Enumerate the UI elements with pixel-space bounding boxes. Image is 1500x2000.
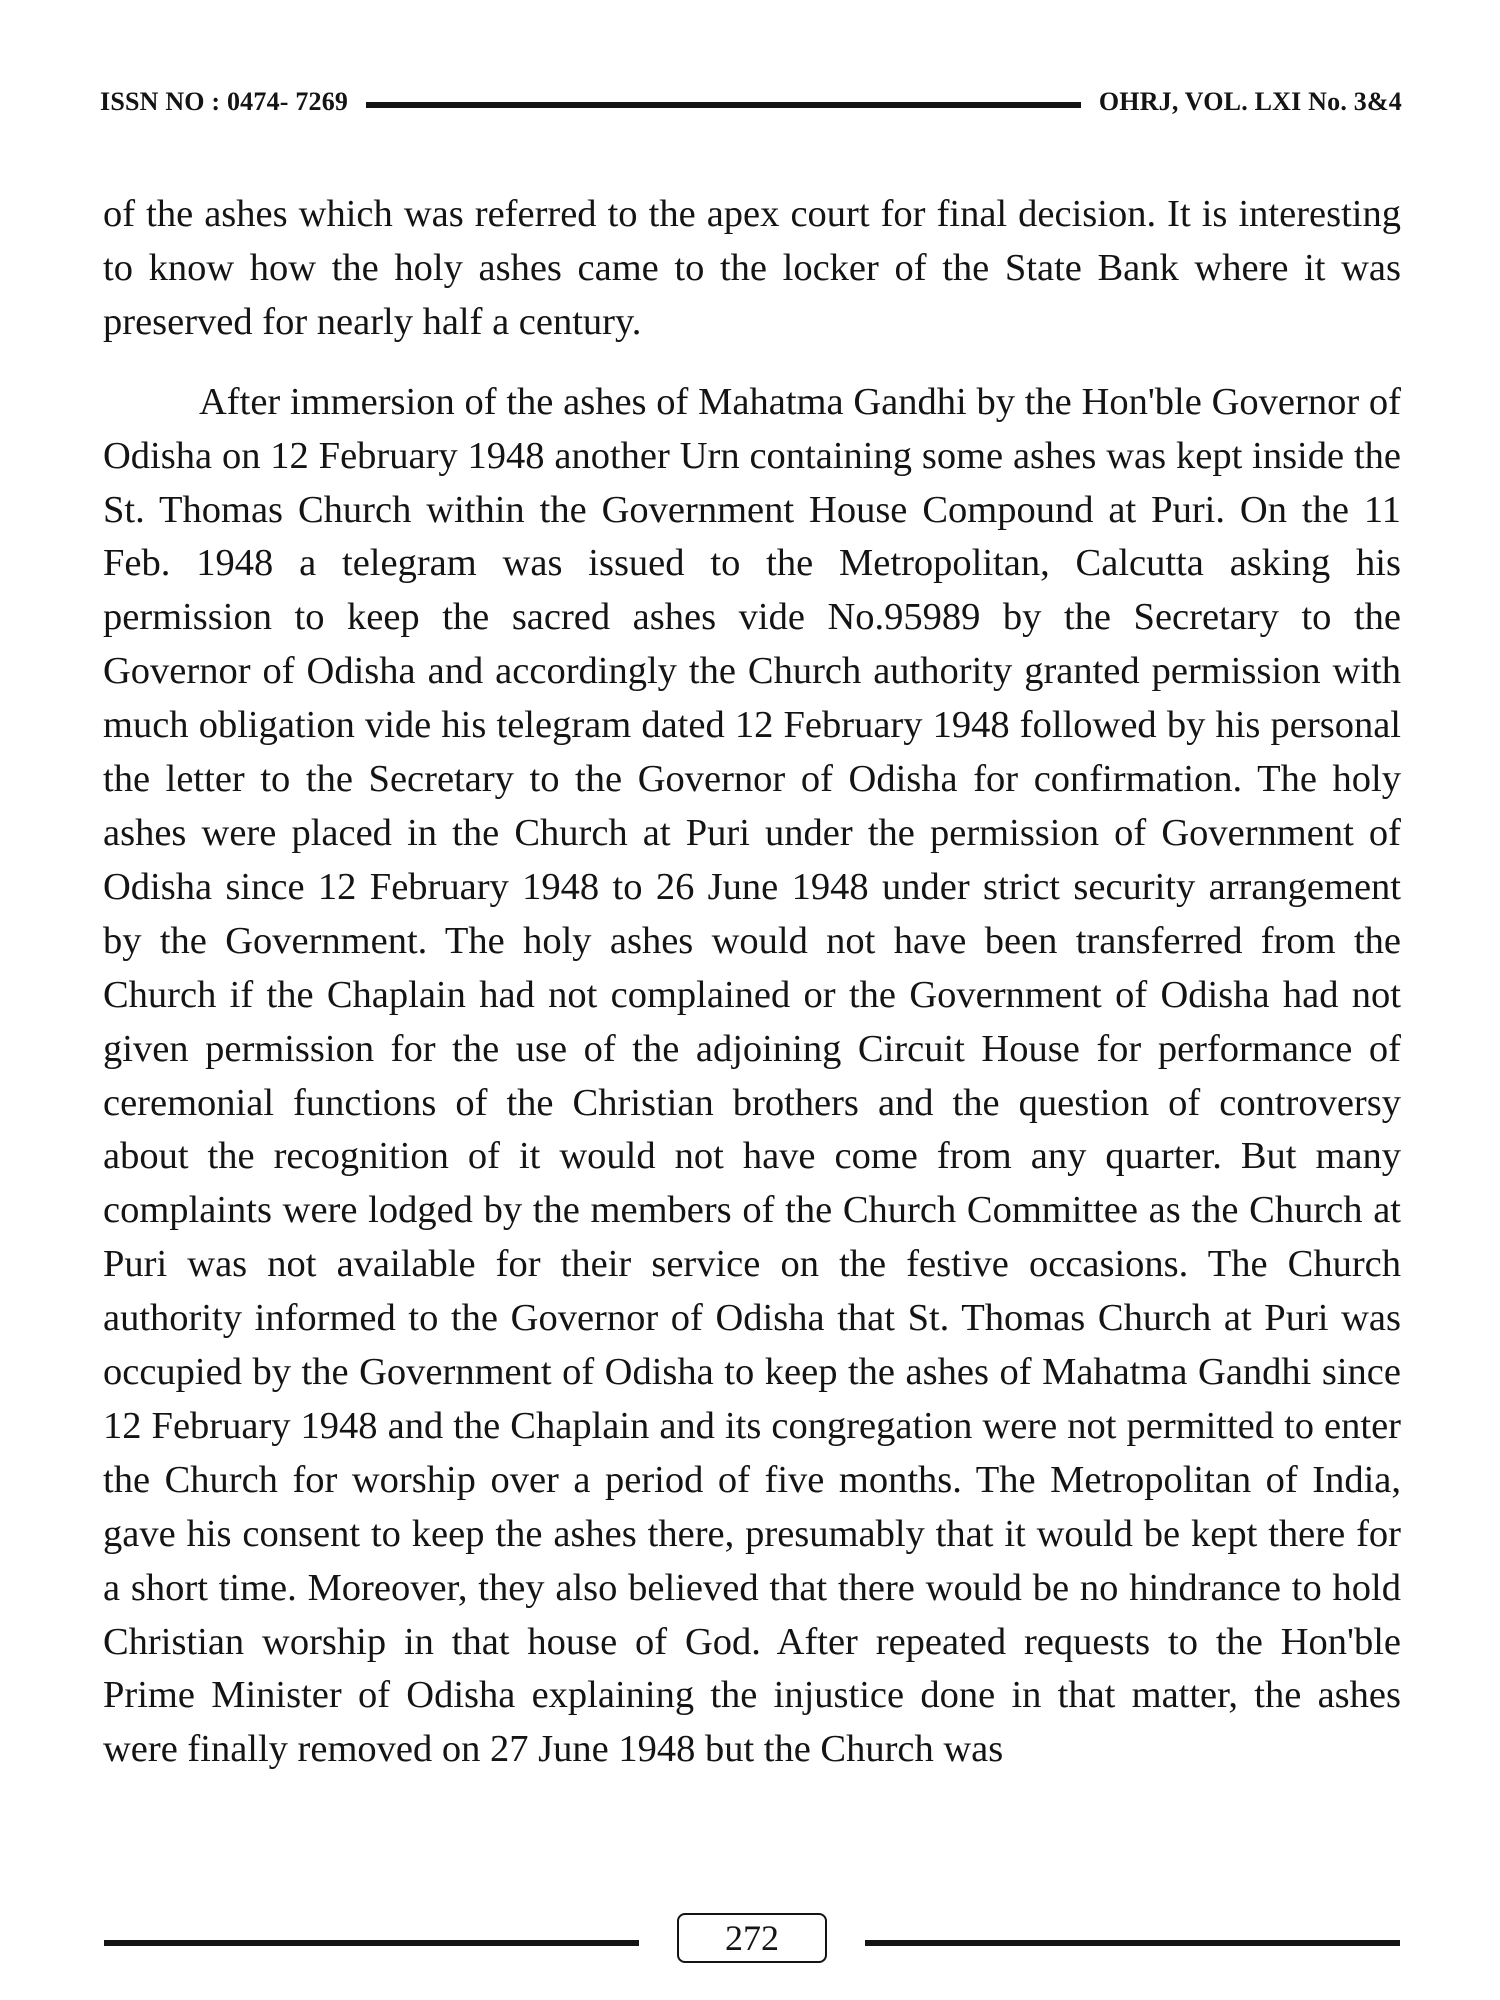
page-number: 272 bbox=[677, 1913, 827, 1963]
footer-rule-right bbox=[865, 1940, 1400, 1946]
header-rule bbox=[366, 102, 1081, 108]
issn-number: ISSN NO : 0474- 7269 bbox=[100, 87, 349, 116]
paragraph-church-ashes: After immersion of the ashes of Mahatma Gandhi by the Hon'ble Governor of Odisha on 12 February 1948 another Urn containing some ashes was kept inside the St. Thomas Church within the Government House Compound at Puri. On the 11 Feb. 1948 a telegram was issued to the Metropolitan, Calcutta asking his permission to keep the sacred ashes vide No.95989 by the Secretary to the Governor of Odisha and accordingly the Church authority granted permission with much obligation vide his telegram dated 12 February 1948 followed by his personal the letter to the Secretary to the Governor of Odisha for confirmation. The holy ashes were placed in the Church at Puri under the permission of Government of Odisha since 12 February 1948 to 26 June 1948 under strict security arrangement by the Government. The holy ashes would not have been transferred from the Church if the Chaplain had not complained or the Government of Odisha had not given permission for the use of the adjoining Circuit House for performance of ceremonial functions of the Christian brothers and the question of controversy about the recognition of it would not have come from any quarter. But many complaints were lodged by the members of the Church Committee as the Church at Puri was not available for their service on the festive occasions. The Church authority informed to the Governor of Odisha that St. Thomas Church at Puri was occupied by the Government of Odisha to keep the ashes of Mahatma Gandhi since 12 February 1948 and the Chaplain and its congregation were not permitted to enter the Church for worship over a period of five months. The Metropolitan of India, gave his consent to keep the ashes there, presumably that it would be kept there for a short time. Moreover, they also believed that there would be no hindrance to hold Christian worship in that house of God. After repeated requests to the Hon'ble Prime Minister of Odisha explaining the injustice done in that matter, the ashes were finally removed on 27 June 1948 but the Church was bbox=[103, 380, 1401, 1771]
page-footer bbox=[104, 1908, 1400, 1968]
running-header bbox=[100, 82, 1402, 122]
paragraph-continued: of the ashes which was referred to the apex court for final decision. It is interesting to know how the holy ashes came to the locker of the State Bank where it was preserved for nearly half a century. bbox=[103, 193, 1401, 343]
footer-rule-left bbox=[104, 1940, 639, 1946]
article-body bbox=[103, 188, 1401, 1777]
journal-volume: OHRJ, VOL. LXI No. 3&4 bbox=[1098, 87, 1402, 116]
